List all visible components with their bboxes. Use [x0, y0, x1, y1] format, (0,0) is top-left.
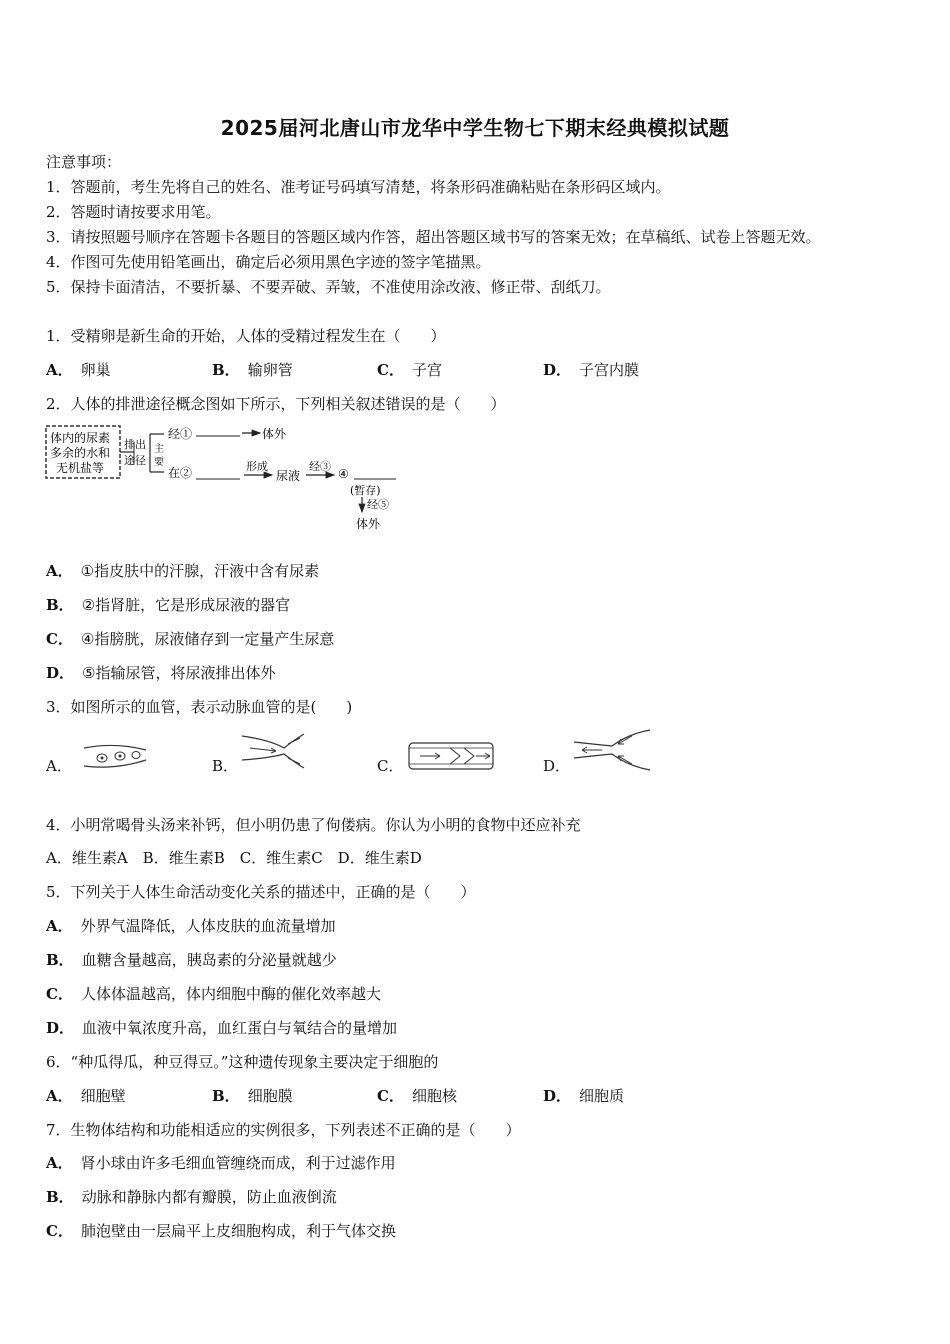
option-text: 输卵管 — [247, 361, 293, 379]
option-label: C． — [377, 361, 404, 379]
option-text: ④指膀胱，尿液储存到一定量产生尿意 — [80, 630, 335, 648]
notice-item: 5．保持卡面清洁，不要折暴、不要弄破、弄皱，不准使用涂改液、修正带、刮纸刀。 — [46, 278, 611, 296]
vessel-a-image — [80, 738, 150, 772]
q7-option-b — [46, 1187, 337, 1207]
vessel-d-image — [572, 726, 654, 774]
q5-option-b — [46, 950, 337, 970]
form-label: 形成 — [246, 460, 268, 473]
q1-option-c — [377, 360, 442, 380]
option-label: B． — [46, 596, 74, 614]
q3-option-a-label: A． — [46, 757, 72, 775]
option-text: 子宫 — [411, 361, 442, 379]
q4-options: A．维生素A B．维生素B C．维生素C D．维生素D — [46, 849, 422, 867]
q2-option-c — [46, 629, 334, 649]
option-text: 动脉和静脉内都有瓣膜，防止血液倒流 — [81, 1188, 337, 1206]
option-label: B． — [46, 1188, 74, 1206]
q3-option-b-label: B． — [212, 757, 239, 775]
via-1: 经① — [168, 427, 193, 441]
option-label: C． — [46, 630, 73, 648]
temp-label: (暂存) — [350, 484, 381, 497]
outside-1: 体外 — [262, 427, 287, 441]
option-text: 血液中氧浓度升高，血红蛋白与氧结合的量增加 — [82, 1019, 398, 1037]
option-text: ①指皮肤中的汗腺，汗液中含有尿素 — [80, 562, 320, 580]
vessel-c-image — [406, 740, 498, 772]
option-label: D． — [543, 1087, 572, 1105]
at-2: 在② — [168, 466, 193, 480]
q6-option-b — [212, 1086, 293, 1106]
q3-option-d-label: D． — [543, 757, 571, 775]
q7-option-c — [46, 1221, 396, 1241]
option-label: D． — [46, 1019, 75, 1037]
option-label: D． — [543, 361, 572, 379]
question-5-stem: 5．下列关于人体生命活动变化关系的描述中，正确的是（ ） — [46, 883, 476, 901]
notice-item: 2．答题时请按要求用笔。 — [46, 203, 221, 221]
q5-option-d — [46, 1018, 397, 1038]
option-text: 人体体温越高，体内细胞中酶的催化效率越大 — [80, 985, 381, 1003]
option-label: A． — [46, 361, 73, 379]
question-6-stem: 6．“种瓜得瓜，种豆得豆。”这种遗传现象主要决定于细胞的 — [46, 1053, 439, 1071]
option-label: A． — [46, 1087, 73, 1105]
option-label: C． — [46, 985, 73, 1003]
q5-option-a — [46, 916, 336, 936]
vessel-b-image — [240, 730, 306, 772]
pathway-label: 途径 — [124, 454, 146, 467]
q2-option-b — [46, 595, 290, 615]
main-label: 要 — [154, 457, 164, 468]
option-text: 卵巢 — [80, 361, 111, 379]
question-1-stem: 1．受精卵是新生命的开始，人体的受精过程发生在（ ） — [46, 327, 446, 345]
question-3-stem: 3．如图所示的血管，表示动脉血管的是( ) — [46, 698, 353, 716]
q2-option-a — [46, 561, 319, 581]
option-text: ⑤指输尿管，将尿液排出体外 — [82, 664, 276, 682]
q1-option-d — [543, 360, 639, 380]
option-label: A． — [46, 1154, 73, 1172]
option-text: 细胞核 — [411, 1087, 457, 1105]
via-5: 经⑤ — [367, 498, 389, 511]
option-text: 肾小球由许多毛细血管缠绕而成，利于过滤作用 — [80, 1154, 396, 1172]
option-label: C． — [46, 1222, 73, 1240]
option-text: 细胞膜 — [247, 1087, 293, 1105]
urine-label: 尿液 — [276, 469, 301, 483]
q1-option-b — [212, 360, 293, 380]
option-label: C． — [377, 1087, 404, 1105]
page-title: 2025届河北唐山市龙华中学生物七下期末经典模拟试题 — [220, 116, 730, 140]
q3-option-c-label: C． — [377, 757, 404, 775]
box-text: 体内的尿素 — [50, 431, 111, 445]
question-4-stem: 4．小明常喝骨头汤来补钙，但小明仍患了佝偻病。你认为小明的食物中还应补充 — [46, 816, 581, 834]
q2-option-d — [46, 663, 275, 683]
option-text: 外界气温降低，人体皮肤的血流量增加 — [80, 917, 336, 935]
excretion-concept-diagram — [44, 420, 424, 536]
outside-2: 体外 — [356, 517, 381, 531]
q6-option-d — [543, 1086, 624, 1106]
q1-option-a — [46, 360, 111, 380]
node-4: ④ — [338, 467, 349, 481]
box-text: 多余的水和 — [50, 446, 111, 460]
q6-option-a — [46, 1086, 126, 1106]
option-text: 细胞质 — [579, 1087, 625, 1105]
notice-item: 4．作图可先使用铅笔画出，确定后必须用黑色字迹的签字笔描黑。 — [46, 253, 491, 271]
q7-option-a — [46, 1153, 396, 1173]
box-text: 无机盐等 — [56, 461, 105, 475]
question-2-stem: 2．人体的排泄途径概念图如下所示，下列相关叙述错误的是（ ） — [46, 395, 506, 413]
notice-item: 1．答题前，考生先将自己的姓名、准考证号码填写清楚，将条形码准确粘贴在条形码区域内。 — [46, 178, 671, 196]
option-text: 细胞壁 — [80, 1087, 126, 1105]
q6-option-c — [377, 1086, 457, 1106]
option-label: B． — [212, 361, 240, 379]
option-label: B． — [212, 1087, 240, 1105]
option-label: D． — [46, 664, 75, 682]
option-label: B． — [46, 951, 74, 969]
q5-option-c — [46, 984, 381, 1004]
option-text: 肺泡壁由一层扁平上皮细胞构成，利于气体交换 — [80, 1222, 396, 1240]
option-text: 血糖含量越高，胰岛素的分泌量就越少 — [81, 951, 337, 969]
option-label: A． — [46, 562, 73, 580]
notice-heading: 注意事项： — [46, 153, 122, 171]
option-text: ②指肾脏，它是形成尿液的器官 — [81, 596, 291, 614]
option-label: A． — [46, 917, 73, 935]
notice-item: 3．请按照题号顺序在答题卡各题目的答题区域内作答，超出答题区域书写的答案无效；在草稿纸、试卷上答题无效。 — [46, 228, 821, 246]
option-text: 子宫内膜 — [579, 361, 640, 379]
question-7-stem: 7．生物体结构和功能相适应的实例很多，下列表述不正确的是（ ） — [46, 1121, 521, 1139]
pathway-label: 排出 — [124, 438, 146, 451]
via-3: 经③ — [309, 460, 331, 473]
main-label: 主 — [154, 444, 164, 455]
